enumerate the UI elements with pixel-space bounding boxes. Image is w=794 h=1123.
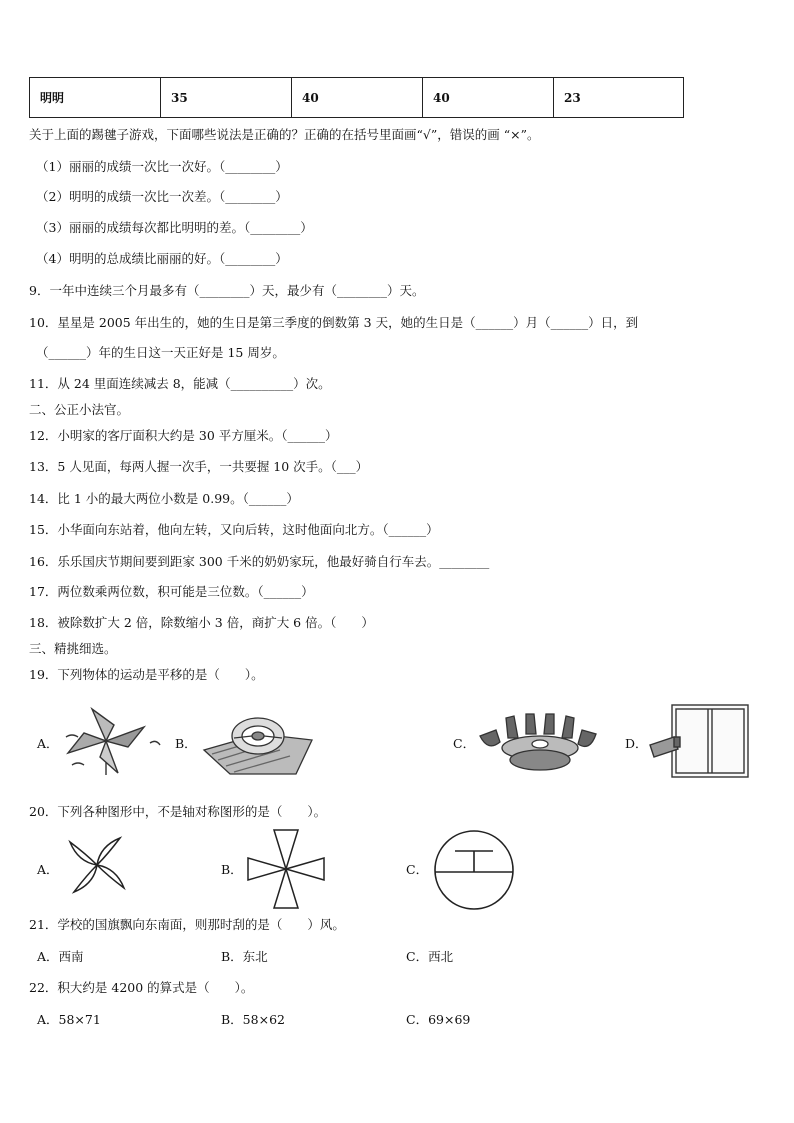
question-13: 13．5 人见面，每两人握一次手，一共要握 10 次手。（___） [29, 459, 369, 474]
q21-option-c: C．西北 [406, 949, 454, 964]
bowtie-cross-icon [246, 828, 326, 910]
table-cell: 40 [292, 78, 423, 118]
q20-option-c-label: C． [406, 862, 429, 877]
question-12: 12．小明家的客厅面积大约是 30 平方厘米。（______） [29, 428, 338, 443]
table-cell: 35 [161, 78, 292, 118]
q21-option-a: A．西南 [37, 949, 84, 964]
question-16: 16．乐乐国庆节期间要到距家 300 千米的奶奶家玩，他最好骑自行车去。________ [29, 554, 490, 569]
q8-item-1: （1）丽丽的成绩一次比一次好。（________） [36, 159, 288, 174]
q19-option-a-label: A． [37, 736, 59, 751]
question-21: 21．学校的国旗飘向东南面，则那时刮的是（ ）风。 [29, 917, 345, 932]
question-17: 17．两位数乘两位数，积可能是三位数。（______） [29, 584, 314, 599]
question-11: 11．从 24 里面连续减去 8，能减（__________）次。 [29, 376, 331, 391]
question-14: 14．比 1 小的最大两位小数是 0.99。（______） [29, 491, 299, 506]
q22-option-a: A．58×71 [37, 1012, 101, 1027]
q19-option-d-label: D． [625, 736, 648, 751]
question-22: 22．积大约是 4200 的算式是（ ）。 [29, 980, 254, 995]
q22-option-c: C．69×69 [406, 1012, 471, 1027]
score-table [29, 77, 684, 118]
q8-item-4: （4）明明的总成绩比丽丽的好。（________） [36, 251, 288, 266]
q8-intro: 关于上面的踢毽子游戏，下面哪些说法是正确的？正确的在括号里面画“√”，错误的画 “×”。 [29, 127, 540, 142]
question-20: 20．下列各种图形中，不是轴对称图形的是（ ）。 [29, 804, 327, 819]
question-19: 19．下列物体的运动是平移的是（ ）。 [29, 667, 264, 682]
section-2-heading: 二、公正小法官。 [29, 402, 130, 417]
q21-option-b: B．东北 [221, 949, 268, 964]
swirl-shape-icon [64, 832, 130, 898]
table-row [30, 78, 684, 118]
circle-character-icon [433, 829, 515, 911]
carousel-icon [478, 712, 600, 776]
pinwheel-icon [62, 703, 164, 777]
q19-option-b-label: B． [175, 736, 197, 751]
table-cell: 40 [423, 78, 554, 118]
question-18: 18．被除数扩大 2 倍，除数缩小 3 倍，商扩大 6 倍。（ ） [29, 615, 374, 630]
question-10-line-1: 10．星星是 2005 年出生的，她的生日是第三季度的倒数第 3 天，她的生日是（______）月（______）日，到 [29, 315, 639, 330]
q22-option-b: B．58×62 [221, 1012, 285, 1027]
q8-item-2: （2）明明的成绩一次比一次差。（________） [36, 189, 288, 204]
q20-option-b-label: B． [221, 862, 243, 877]
question-10-line-2: （______）年的生日这一天正好是 15 周岁。 [36, 345, 285, 360]
question-9: 9．一年中连续三个月最多有（________）天，最少有（________）天。 [29, 283, 425, 298]
section-3-heading: 三、精挑细选。 [29, 641, 117, 656]
table-cell: 明明 [30, 78, 161, 118]
q20-option-a-label: A． [37, 862, 59, 877]
steering-wheel-icon [200, 710, 314, 776]
sliding-window-icon [648, 703, 750, 779]
question-15: 15．小华面向东站着，他向左转，又向后转，这时他面向北方。（______） [29, 522, 439, 537]
table-cell: 23 [554, 78, 684, 118]
q19-option-c-label: C． [453, 736, 476, 751]
q8-item-3: （3）丽丽的成绩每次都比明明的差。（________） [36, 220, 313, 235]
